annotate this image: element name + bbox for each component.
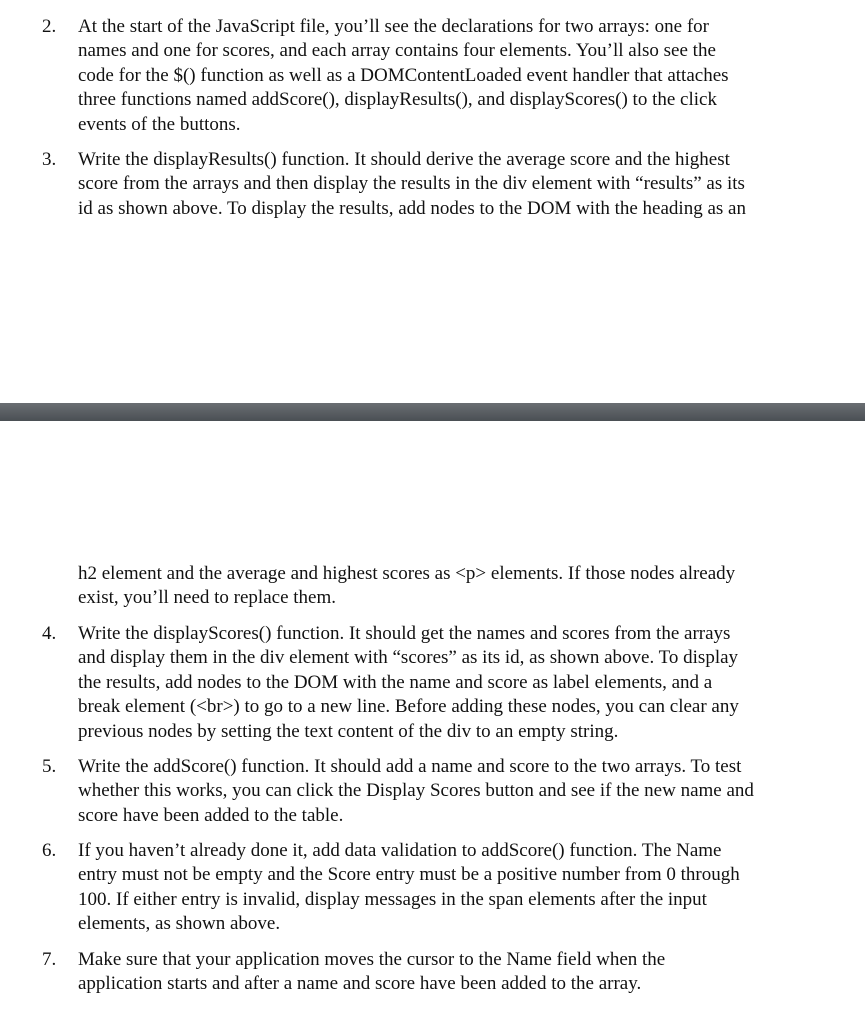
- item-text: [78, 562, 838, 611]
- text-line: Write the addScore() function. It should add a name and score to the two arrays. To test: [78, 756, 742, 777]
- text-line: h2 element and the average and highest scores as <p> elements. If those nodes already: [78, 563, 736, 584]
- item-text: [78, 948, 838, 997]
- text-line: names and one for scores, and each array contains four elements. You’ll also see the: [78, 40, 716, 62]
- item-text: [78, 755, 838, 828]
- item-text: [78, 15, 838, 137]
- item-number: 5.: [42, 756, 57, 777]
- item-text: [78, 839, 838, 937]
- text-line: score have been added to the table.: [78, 804, 344, 826]
- text-line: three functions named addScore(), displayResults(), and displayScores() to the click: [78, 89, 717, 111]
- document-page-bottom: [0, 421, 865, 1024]
- text-line: code for the $() function as well as a DOMContentLoaded event handler that attaches: [78, 64, 729, 86]
- text-line: Write the displayResults() function. It should derive the average score and the highest: [78, 149, 730, 170]
- text-line: application starts and after a name and score have been added to the array.: [78, 973, 642, 995]
- item-number: 4.: [42, 623, 57, 644]
- item-number: 6.: [42, 840, 57, 861]
- text-line: If you haven’t already done it, add data validation to addScore() function. The Name: [78, 840, 722, 861]
- document-page-top: [0, 0, 865, 403]
- text-line: id as shown above. To display the results, add nodes to the DOM with the heading as an: [78, 197, 746, 219]
- text-line: whether this works, you can click the Display Scores button and see if the new name and: [78, 780, 754, 802]
- text-line: Make sure that your application moves the cursor to the Name field when the: [78, 949, 666, 970]
- text-line: events of the buttons.: [78, 113, 241, 135]
- item-text: [78, 622, 838, 744]
- text-line: At the start of the JavaScript file, you’ll see the declarations for two arrays: one for: [78, 16, 710, 37]
- text-line: Write the displayScores() function. It should get the names and scores from the arrays: [78, 623, 731, 644]
- page-divider: [0, 403, 865, 421]
- text-line: and display them in the div element with “scores” as its id, as shown above. To display: [78, 647, 739, 669]
- text-line: previous nodes by setting the text content of the div to an empty string.: [78, 720, 619, 742]
- text-line: entry must not be empty and the Score entry must be a positive number from 0 through: [78, 864, 740, 886]
- text-line: elements, as shown above.: [78, 913, 281, 935]
- text-line: the results, add nodes to the DOM with the name and score as label elements, and a: [78, 671, 713, 693]
- text-line: exist, you’ll need to replace them.: [78, 587, 336, 609]
- item-number: 7.: [42, 949, 57, 970]
- text-line: break element (<br>) to go to a new line. Before adding these nodes, you can clear any: [78, 696, 739, 718]
- item-text: [78, 148, 838, 221]
- item-number: 3.: [42, 149, 57, 170]
- text-line: score from the arrays and then display the results in the div element with “results” as its: [78, 173, 745, 195]
- item-number: 2.: [42, 16, 57, 37]
- text-line: 100. If either entry is invalid, display messages in the span elements after the input: [78, 888, 707, 910]
